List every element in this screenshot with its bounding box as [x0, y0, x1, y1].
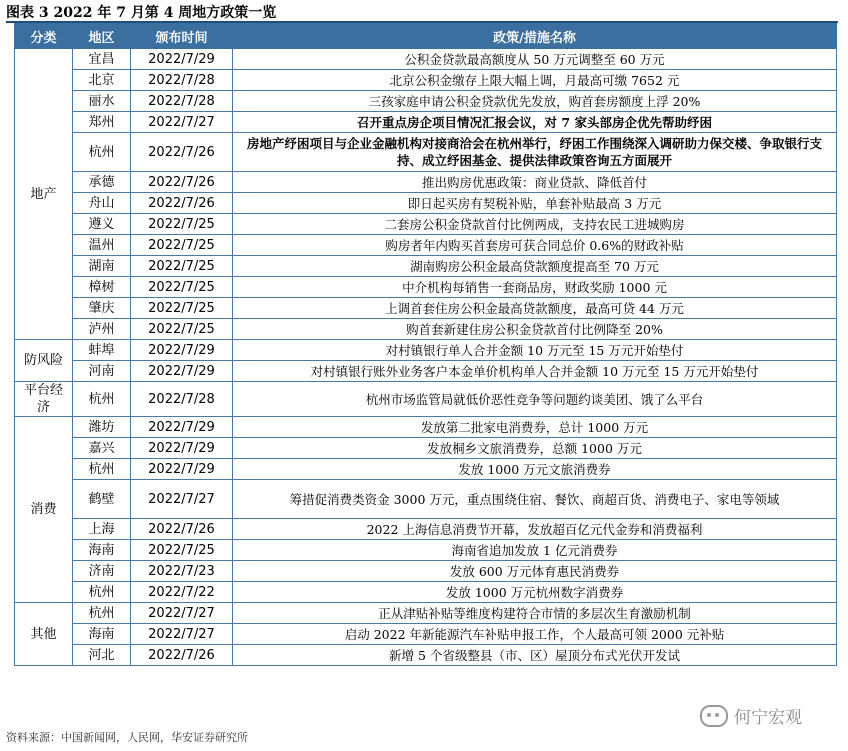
date-cell: 2022/7/26 [131, 645, 233, 666]
region-cell: 承德 [73, 172, 131, 193]
region-cell: 郑州 [73, 112, 131, 133]
policy-cell: 中介机构每销售一套商品房，财政奖励 1000 元 [233, 277, 837, 298]
table-row [15, 133, 837, 172]
date-cell: 2022/7/29 [131, 459, 233, 480]
date-cell: 2022/7/28 [131, 70, 233, 91]
policy-table [14, 23, 837, 666]
region-cell: 上海 [73, 519, 131, 540]
region-cell: 海南 [73, 624, 131, 645]
region-cell: 温州 [73, 235, 131, 256]
policy-cell: 房地产纾困项目与企业金融机构对接商洽会在杭州举行，纾困工作围绕深入调研助力保交楼、争取银行支持、成立纾困基金、提供法律政策咨询五方面展开 [233, 133, 837, 172]
category-cell: 消费 [15, 417, 73, 603]
table-row [15, 70, 837, 91]
policy-cell: 对村镇银行单人合并金额 10 万元至 15 万元开始垫付 [233, 340, 837, 361]
date-cell: 2022/7/26 [131, 133, 233, 172]
date-cell: 2022/7/27 [131, 480, 233, 519]
region-cell: 肇庆 [73, 298, 131, 319]
date-cell: 2022/7/29 [131, 340, 233, 361]
table-row [15, 91, 837, 112]
region-cell: 樟树 [73, 277, 131, 298]
table-row [15, 603, 837, 624]
header-category: 分类 [15, 24, 73, 49]
date-cell: 2022/7/27 [131, 603, 233, 624]
date-cell: 2022/7/25 [131, 214, 233, 235]
policy-cell: 对村镇银行账外业务客户本金单价机构单人合并金额 10 万元至 15 万元开始垫付 [233, 361, 837, 382]
date-cell: 2022/7/26 [131, 193, 233, 214]
table-row [15, 49, 837, 70]
region-cell: 遵义 [73, 214, 131, 235]
policy-cell: 海南省追加发放 1 亿元消费券 [233, 540, 837, 561]
region-cell: 杭州 [73, 582, 131, 603]
policy-cell: 发放 1000 万元文旅消费券 [233, 459, 837, 480]
watermark [700, 703, 802, 728]
region-cell: 泸州 [73, 319, 131, 340]
date-cell: 2022/7/25 [131, 277, 233, 298]
policy-cell: 新增 5 个省级整县（市、区）屋顶分布式光伏开发试 [233, 645, 837, 666]
policy-cell: 即日起买房有契税补贴，单套补贴最高 3 万元 [233, 193, 837, 214]
table-row [15, 519, 837, 540]
date-cell: 2022/7/25 [131, 319, 233, 340]
header-region: 地区 [73, 24, 131, 49]
policy-cell: 发放第二批家电消费券，总计 1000 万元 [233, 417, 837, 438]
date-cell: 2022/7/25 [131, 298, 233, 319]
region-cell: 丽水 [73, 91, 131, 112]
region-cell: 舟山 [73, 193, 131, 214]
policy-cell: 三孩家庭申请公积金贷款优先发放，购首套房额度上浮 20% [233, 91, 837, 112]
policy-cell: 正从津贴补贴等维度构建符合市情的多层次生育激励机制 [233, 603, 837, 624]
source-note: 资料来源：中国新闻网，人民网，华安证券研究所 [6, 731, 248, 744]
table-row [15, 172, 837, 193]
policy-cell: 北京公积金缴存上限大幅上调，月最高可缴 7652 元 [233, 70, 837, 91]
region-cell: 杭州 [73, 459, 131, 480]
table-row [15, 298, 837, 319]
region-cell: 杭州 [73, 382, 131, 417]
category-cell: 防风险 [15, 340, 73, 382]
region-cell: 杭州 [73, 603, 131, 624]
policy-cell: 公积金贷款最高额度从 50 万元调整至 60 万元 [233, 49, 837, 70]
policy-cell: 2022 上海信息消费节开幕，发放超百亿元代金券和消费福利 [233, 519, 837, 540]
policy-cell: 上调首套住房公积金最高贷款额度，最高可贷 44 万元 [233, 298, 837, 319]
category-cell: 平台经济 [15, 382, 73, 417]
date-cell: 2022/7/26 [131, 172, 233, 193]
table-title: 图表 3 2022 年 7 月第 4 周地方政策一览 [6, 5, 277, 21]
header-date: 颁布时间 [131, 24, 233, 49]
table-row [15, 582, 837, 603]
date-cell: 2022/7/27 [131, 624, 233, 645]
table-row [15, 319, 837, 340]
date-cell: 2022/7/25 [131, 235, 233, 256]
date-cell: 2022/7/29 [131, 361, 233, 382]
region-cell: 蚌埠 [73, 340, 131, 361]
table-row [15, 193, 837, 214]
table-row [15, 361, 837, 382]
date-cell: 2022/7/28 [131, 382, 233, 417]
policy-cell: 二套房公积金贷款首付比例两成，支持农民工进城购房 [233, 214, 837, 235]
table-row [15, 214, 837, 235]
policy-cell: 启动 2022 年新能源汽车补贴申报工作，个人最高可领 2000 元补贴 [233, 624, 837, 645]
date-cell: 2022/7/29 [131, 438, 233, 459]
table-row [15, 561, 837, 582]
table-row [15, 438, 837, 459]
region-cell: 河北 [73, 645, 131, 666]
region-cell: 河南 [73, 361, 131, 382]
region-cell: 鹤壁 [73, 480, 131, 519]
table-row [15, 645, 837, 666]
table-row [15, 235, 837, 256]
policy-cell: 湖南购房公积金最高贷款额度提高至 70 万元 [233, 256, 837, 277]
policy-cell: 发放 600 万元体育惠民消费券 [233, 561, 837, 582]
header-policy: 政策/措施名称 [233, 24, 837, 49]
region-cell: 济南 [73, 561, 131, 582]
table-row [15, 417, 837, 438]
table-row [15, 256, 837, 277]
policy-cell: 购首套新建住房公积金贷款首付比例降至 20% [233, 319, 837, 340]
region-cell: 北京 [73, 70, 131, 91]
date-cell: 2022/7/23 [131, 561, 233, 582]
table-header-row [15, 24, 837, 49]
region-cell: 湖南 [73, 256, 131, 277]
category-cell: 地产 [15, 49, 73, 340]
policy-cell: 购房者年内购买首套房可获合同总价 0.6%的财政补贴 [233, 235, 837, 256]
region-cell: 潍坊 [73, 417, 131, 438]
table-row [15, 624, 837, 645]
table-row [15, 340, 837, 361]
date-cell: 2022/7/29 [131, 417, 233, 438]
region-cell: 宜昌 [73, 49, 131, 70]
wechat-icon [700, 705, 728, 727]
region-cell: 杭州 [73, 133, 131, 172]
date-cell: 2022/7/22 [131, 582, 233, 603]
date-cell: 2022/7/25 [131, 256, 233, 277]
table-row [15, 480, 837, 519]
table-row [15, 112, 837, 133]
table-row [15, 382, 837, 417]
policy-cell: 发放桐乡文旅消费券，总额 1000 万元 [233, 438, 837, 459]
table-row [15, 459, 837, 480]
policy-cell: 推出购房优惠政策：商业贷款、降低首付 [233, 172, 837, 193]
policy-cell: 召开重点房企项目情况汇报会议，对 7 家头部房企优先帮助纾困 [233, 112, 837, 133]
date-cell: 2022/7/25 [131, 540, 233, 561]
region-cell: 嘉兴 [73, 438, 131, 459]
table-row [15, 540, 837, 561]
table-row [15, 277, 837, 298]
date-cell: 2022/7/26 [131, 519, 233, 540]
table-body [15, 49, 837, 666]
date-cell: 2022/7/29 [131, 49, 233, 70]
date-cell: 2022/7/28 [131, 91, 233, 112]
policy-cell: 杭州市场监管局就低价恶性竞争等问题约谈美团、饿了么平台 [233, 382, 837, 417]
policy-cell: 发放 1000 万元杭州数字消费券 [233, 582, 837, 603]
policy-cell: 筹措促消费类资金 3000 万元，重点围绕住宿、餐饮、商超百货、消费电子、家电等领域 [233, 480, 837, 519]
date-cell: 2022/7/27 [131, 112, 233, 133]
region-cell: 海南 [73, 540, 131, 561]
watermark-text: 何宁宏观 [734, 708, 802, 728]
category-cell: 其他 [15, 603, 73, 666]
